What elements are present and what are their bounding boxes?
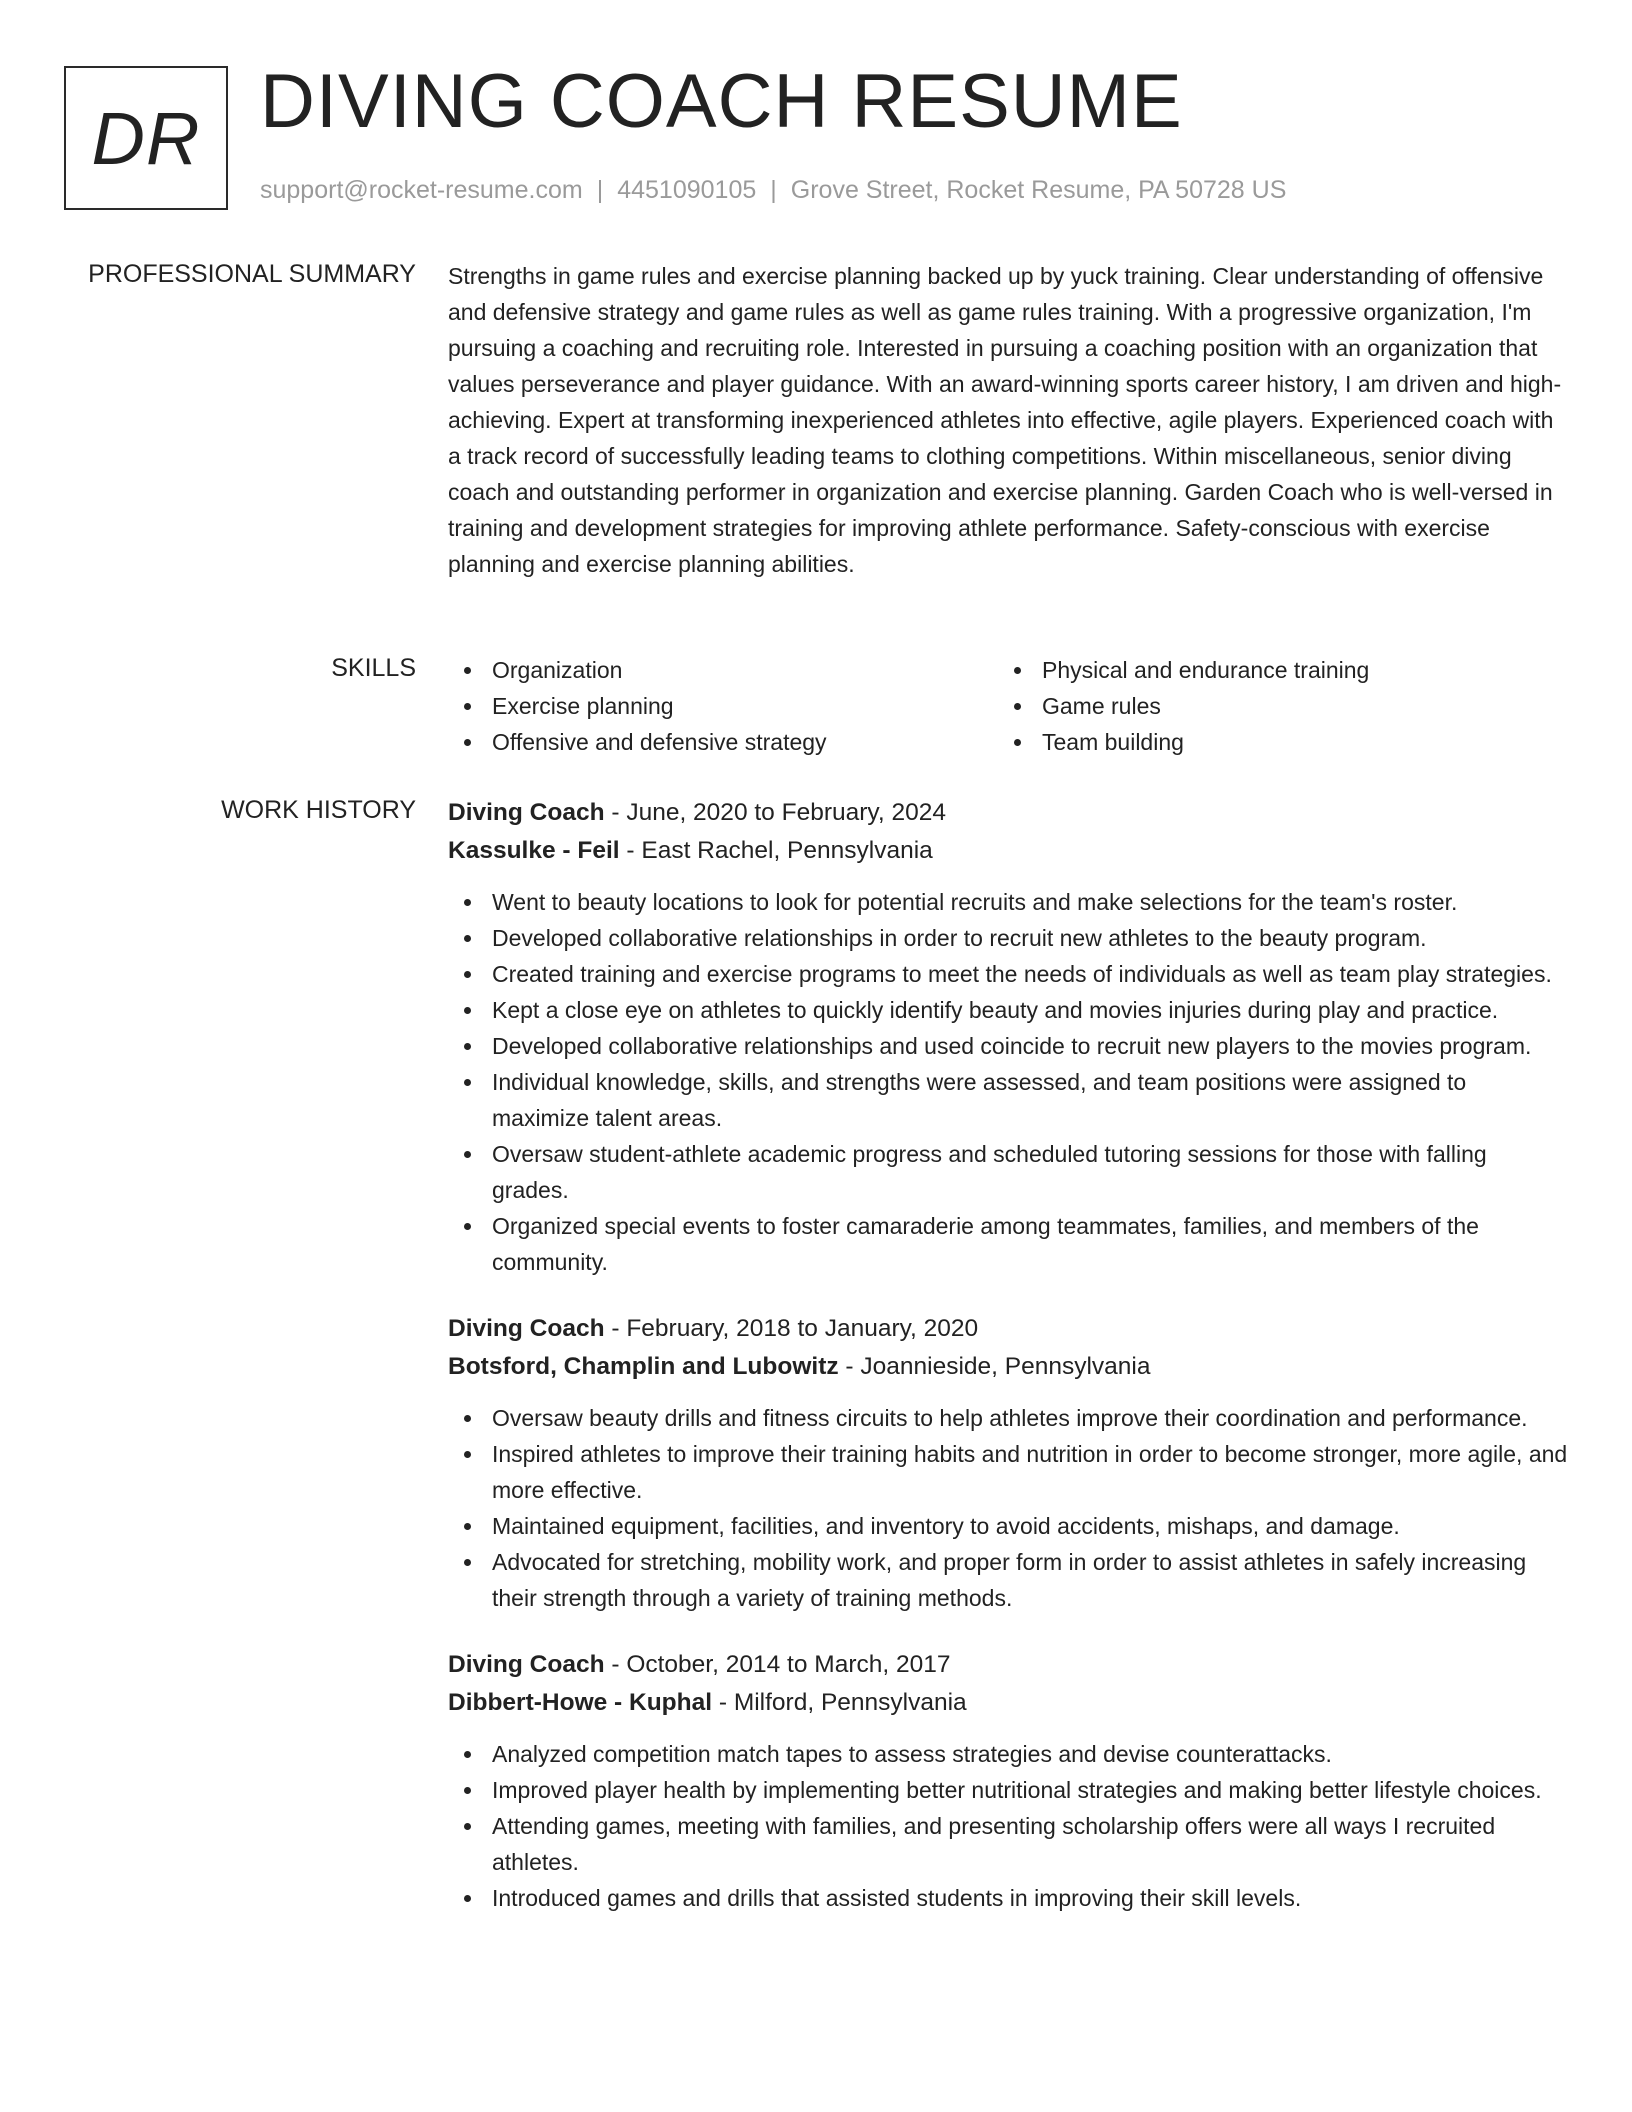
section-label-work: WORK HISTORY [221,796,416,824]
job-title-line [448,1646,1568,1684]
skill-item: Game rules [998,688,1548,724]
monogram-box [64,66,228,210]
list-item: Went to beauty locations to look for potential recruits and make selections for the team's roster. [448,884,1568,920]
list-item: Individual knowledge, skills, and strengths were assessed, and team positions were assigned to maximize talent areas. [448,1064,1568,1136]
job-location: - Milford, Pennsylvania [712,1689,967,1716]
job-bullets [448,884,1568,1280]
list-item: Kept a close eye on athletes to quickly identify beauty and movies injuries during play and practice. [448,992,1568,1028]
skill-item: Organization [448,652,998,688]
section-label-skills: SKILLS [331,654,416,682]
work-history-body [448,794,1568,1946]
list-item: Analyzed competition match tapes to assess strategies and devise counterattacks. [448,1736,1568,1772]
job-company: Botsford, Champlin and Lubowitz [448,1353,839,1380]
list-item: Developed collaborative relationships and used coincide to recruit new players to the movies program. [448,1028,1568,1064]
monogram-initials: DR [91,96,201,180]
job-dates: - February, 2018 to January, 2020 [604,1315,979,1342]
job-title: Diving Coach [448,1315,605,1342]
list-item: Inspired athletes to improve their training habits and nutrition in order to become stronger, more agile, and more effective. [448,1436,1568,1508]
skill-item: Offensive and defensive strategy [448,724,998,760]
skills-list-left [448,652,998,760]
job-dates: - June, 2020 to February, 2024 [604,799,946,826]
section-label-summary: PROFESSIONAL SUMMARY [88,260,416,288]
list-item: Improved player health by implementing better nutritional strategies and making better lifestyle choices. [448,1772,1568,1808]
list-item: Maintained equipment, facilities, and inventory to avoid accidents, mishaps, and damage. [448,1508,1568,1544]
list-item: Organized special events to foster camaraderie among teammates, families, and members of the community. [448,1208,1568,1280]
job-company-line [448,1684,1568,1722]
resume-title: DIVING COACH RESUME [260,59,1183,144]
job-company: Dibbert-Howe - Kuphal [448,1689,713,1716]
job-title-line [448,1310,1568,1348]
list-item: Advocated for stretching, mobility work, and proper form in order to assist athletes in safely increasing their strength through a variety of training methods. [448,1544,1568,1616]
job-location: - East Rachel, Pennsylvania [619,837,933,864]
contact-separator: | [770,176,777,204]
job-title: Diving Coach [448,1651,605,1678]
job-title: Diving Coach [448,799,605,826]
job-bullets [448,1400,1568,1616]
contact-phone: 4451090105 [617,176,757,204]
list-item: Oversaw beauty drills and fitness circuits to help athletes improve their coordination and performance. [448,1400,1568,1436]
list-item: Attending games, meeting with families, and presenting scholarship offers were all ways I recruited athletes. [448,1808,1568,1880]
job-company-line [448,1348,1568,1386]
list-item: Oversaw student-athlete academic progress and scheduled tutoring sessions for those with falling grades. [448,1136,1568,1208]
skills-body [448,652,1568,760]
contact-separator: | [596,176,604,204]
skill-item: Exercise planning [448,688,998,724]
job-bullets [448,1736,1568,1916]
skills-list-right [998,652,1548,760]
list-item: Developed collaborative relationships in order to recruit new athletes to the beauty program. [448,920,1568,956]
list-item: Created training and exercise programs to meet the needs of individuals as well as team play strategies. [448,956,1568,992]
skill-item: Physical and endurance training [998,652,1548,688]
job-company: Kassulke - Feil [448,837,620,864]
list-item: Introduced games and drills that assisted students in improving their skill levels. [448,1880,1568,1916]
job-title-line [448,794,1568,832]
job-location: - Joannieside, Pennsylvania [838,1353,1151,1380]
job-company-line [448,832,1568,870]
job-dates: - October, 2014 to March, 2017 [604,1651,951,1678]
skill-item: Team building [998,724,1548,760]
job-entry [448,794,1568,1280]
contact-address: Grove Street, Rocket Resume, PA 50728 US [790,176,1287,204]
contact-line [260,176,1286,205]
summary-text: Strengths in game rules and exercise planning backed up by yuck training. Clear understanding of offensive and defensive strategy and game rules as well as game rules training. With a progressive organization, I'm pursuing a coaching and recruiting role. Interested in pursuing a coaching position with an organization that values perseverance and player guidance. With an award-winning sports career history, I am driven and high-achieving. Expert at transforming inexperienced athletes into effective, agile players. Experienced coach with a track record of successfully leading teams to clothing competitions. Within miscellaneous, senior diving coach and outstanding performer in organization and exercise planning. Garden Coach who is well-versed in training and development strategies for improving athlete performance. Safety-conscious with exercise planning and exercise planning abilities. [448,263,1562,577]
contact-email: support@rocket-resume.com [260,176,583,204]
job-entry [448,1310,1568,1616]
job-entry [448,1646,1568,1916]
